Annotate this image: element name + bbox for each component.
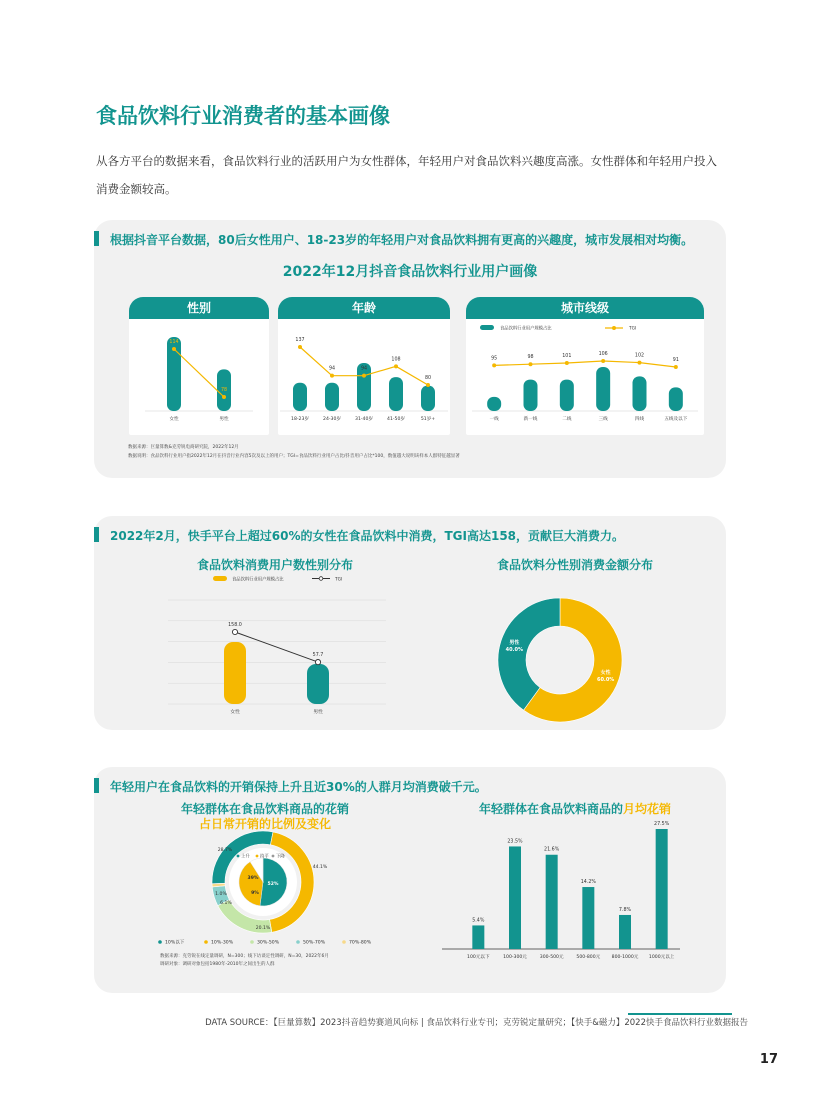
data-label: 23.5% xyxy=(507,839,523,845)
bar xyxy=(619,915,631,949)
tick-label: 24-30岁 xyxy=(323,417,341,422)
section-kuaishou-heading: 2022年2月，快手平台上超过60%的女性在食品饮料中消费，TGI高达158，贡献巨大消费力。 xyxy=(110,529,625,543)
section-douyin-heading: 根据抖音平台数据，80后女性用户、18-23岁的年轻用户对食品饮料拥有更高的兴趣度，城市发展相对均衡。 xyxy=(110,233,694,247)
outer-label: 28.7% xyxy=(217,848,233,853)
outer-label: 44.1% xyxy=(312,865,328,870)
footer-rule xyxy=(628,1013,732,1015)
tick-label: 1000元以上 xyxy=(648,955,675,960)
tick-label: 女性 xyxy=(230,710,240,715)
section-marker xyxy=(94,527,99,542)
city-chart xyxy=(466,319,704,435)
slice-label: 女性 xyxy=(600,669,611,676)
tgi-point xyxy=(315,659,320,664)
legend-label: 30%-50% xyxy=(257,940,280,946)
data-label: 21.6% xyxy=(544,847,560,853)
bar xyxy=(596,367,610,411)
legend-bar-swatch xyxy=(480,325,494,330)
legend-dot xyxy=(158,940,162,944)
young-share-legend xyxy=(150,935,390,949)
section-marker xyxy=(94,778,99,793)
tgi-label: 101 xyxy=(562,354,572,359)
tick-label: 51岁+ xyxy=(420,417,436,422)
inner-legend-label: 上升 xyxy=(241,854,250,860)
bar xyxy=(524,380,538,411)
ks-amount-chart-title: 食品饮料分性别消费金额分布 xyxy=(496,558,653,572)
tgi-point xyxy=(565,361,569,365)
slice-label: 男性 xyxy=(509,640,520,647)
bar xyxy=(224,642,246,704)
page-number: 17 xyxy=(759,1052,778,1067)
outer-label: 6.1% xyxy=(220,901,232,906)
tgi-label: 94 xyxy=(360,366,368,372)
inner-legend-dot xyxy=(272,855,275,858)
tgi-line xyxy=(174,349,224,397)
ks-gender-chart-title: 食品饮料消费用户数性别分布 xyxy=(196,558,353,572)
footer-source: DATA SOURCE：【巨量算数】2023抖音趋势赛道风向标 | 食品饮料行业专刊；克劳锐定量研究；【快手&磁力】2022快手食品饮料行业数据报告 xyxy=(205,1018,748,1028)
tgi-label: 108 xyxy=(391,357,401,363)
bar xyxy=(656,829,668,949)
data-label: 7.8% xyxy=(618,907,632,913)
tgi-point xyxy=(601,359,605,363)
inner-label: 9% xyxy=(251,891,259,896)
page-title: 食品饮料行业消费者的基本画像 xyxy=(96,104,390,128)
gender-panel-title: 性别 xyxy=(129,297,269,319)
city-panel xyxy=(466,297,704,435)
young-source-note: 数据来源：克劳锐在线定量调研，N=300；线下访谈定性调研，N=30，2022年6月 xyxy=(160,954,329,959)
tick-label: 四线 xyxy=(634,417,645,422)
bar xyxy=(487,397,501,411)
legend-label: 食品饮料行业用户规模占比 xyxy=(232,577,284,583)
tick-label: 男性 xyxy=(219,417,229,422)
tgi-point xyxy=(222,395,226,399)
bar xyxy=(293,383,307,411)
legend-line-dot xyxy=(612,326,616,330)
legend-dot xyxy=(342,940,346,944)
tgi-point xyxy=(330,374,334,378)
young-monthly-title-part2: 月均花销 xyxy=(623,802,672,816)
tick-label: 五线及以下 xyxy=(664,417,688,422)
tgi-label: 98 xyxy=(527,355,534,361)
tgi-label: 158.0 xyxy=(228,623,242,628)
tick-label: 300-500元 xyxy=(539,955,564,960)
bar xyxy=(307,664,329,704)
douyin-chart-title: 2022年12月抖音食品饮料行业用户画像 xyxy=(282,264,538,280)
douyin-source-note: 数据来源：巨量算数&克劳锐电商研究院，2022年12月 xyxy=(128,445,239,450)
legend-dot xyxy=(204,940,208,944)
ks-gender-chart xyxy=(140,570,400,720)
outer-label: 1.0% xyxy=(215,892,227,897)
young-subject-note: 调研对象：调研对象包括1980年-2010年之间出生的人群 xyxy=(160,962,275,967)
tgi-label: 102 xyxy=(634,353,645,359)
tgi-label: 137 xyxy=(295,338,305,343)
tgi-point xyxy=(529,362,533,366)
bar xyxy=(389,377,403,411)
tick-label: 800-1000元 xyxy=(611,955,639,960)
gender-panel xyxy=(129,297,269,435)
age-chart xyxy=(278,319,450,435)
bar xyxy=(669,387,683,411)
tgi-label: 91 xyxy=(672,358,679,363)
tgi-point xyxy=(674,365,678,369)
bar xyxy=(421,386,435,411)
tick-label: 18-23岁 xyxy=(291,417,309,422)
tgi-line xyxy=(494,361,676,367)
section-young-heading: 年轻用户在食品饮料的开销保持上升且近30%的人群月均消费破千元。 xyxy=(110,780,487,794)
legend-dot xyxy=(296,940,300,944)
slice-value: 60.0% xyxy=(596,676,615,683)
tgi-label: 78 xyxy=(220,388,228,393)
bar xyxy=(560,380,574,411)
tgi-label: 94 xyxy=(328,366,336,372)
outer-label: 20.1% xyxy=(255,926,271,931)
legend-bar-swatch xyxy=(213,576,227,581)
bar xyxy=(582,887,594,949)
legend-label: 10%以下 xyxy=(165,940,185,946)
tgi-label: 95 xyxy=(491,356,498,362)
tick-label: 三线 xyxy=(598,417,608,422)
inner-label: 39% xyxy=(247,876,259,881)
young-share-donut xyxy=(150,830,380,950)
bar xyxy=(472,925,484,949)
inner-legend-dot xyxy=(237,855,240,858)
tgi-point xyxy=(638,361,642,365)
bar xyxy=(546,855,558,949)
intro-line-2: 消费金额较高。 xyxy=(96,182,177,196)
tick-label: 31-40岁 xyxy=(355,417,373,422)
young-monthly-chart xyxy=(440,815,690,965)
legend-label: 50%-70% xyxy=(303,940,326,946)
age-panel xyxy=(278,297,450,435)
tgi-point xyxy=(172,347,176,351)
bar xyxy=(633,376,647,411)
legend-dot xyxy=(250,940,254,944)
inner-label: 52% xyxy=(267,882,279,887)
inner-legend-label: 下降 xyxy=(276,854,285,860)
bar xyxy=(325,383,339,411)
tgi-label: 80 xyxy=(424,376,432,381)
city-panel-title: 城市线级 xyxy=(466,297,704,319)
douyin-data-note: 数据说明：食品饮料行业用户指2022年12月在抖音行业内容5次及以上的用户；TGI=食品饮料行业用户占比/抖音用户占比*100，数值越大说明该样本人群特征越显著 xyxy=(128,454,460,459)
tgi-point xyxy=(492,363,496,367)
tgi-label: 114 xyxy=(169,340,179,345)
tgi-line xyxy=(235,632,318,662)
intro-line-1: 从各方平台的数据来看，食品饮料行业的活跃用户为女性群体，年轻用户对食品饮料兴趣度高涨。女性群体和年轻用户投入 xyxy=(96,154,717,168)
tgi-point xyxy=(362,374,366,378)
bar xyxy=(509,846,521,949)
legend-label: 70%-80% xyxy=(349,940,372,946)
data-label: 14.2% xyxy=(580,880,596,886)
inner-legend-dot xyxy=(256,855,259,858)
data-label: 5.4% xyxy=(472,918,485,924)
tgi-label: 57.7 xyxy=(312,653,324,659)
slice-value: 40.0% xyxy=(505,647,524,654)
legend-label: 食品饮料行业用户规模占比 xyxy=(500,326,552,332)
tick-label: 男性 xyxy=(313,710,323,715)
tick-label: 100元以下 xyxy=(467,955,490,960)
tick-label: 41-50岁 xyxy=(387,417,405,422)
gender-chart xyxy=(129,319,269,435)
data-label: 27.5% xyxy=(654,822,670,827)
tgi-point xyxy=(394,364,398,368)
legend-label: TGI xyxy=(629,326,637,332)
legend-line-dot xyxy=(319,577,323,581)
tick-label: 二线 xyxy=(562,417,572,422)
tick-label: 一线 xyxy=(489,417,499,422)
tgi-point xyxy=(298,345,302,349)
tgi-point xyxy=(426,383,430,387)
ks-amount-donut xyxy=(490,590,630,730)
young-monthly-title-part1: 年轻群体在食品饮料商品的 xyxy=(478,802,623,816)
tick-label: 500-800元 xyxy=(576,955,601,960)
young-share-title-line1: 年轻群体在食品饮料商品的花销 xyxy=(180,802,349,816)
tick-label: 新一线 xyxy=(523,417,538,422)
age-panel-title: 年龄 xyxy=(278,297,450,319)
tick-label: 100-300元 xyxy=(503,955,527,960)
legend-label: 10%-30% xyxy=(211,940,234,946)
tgi-label: 106 xyxy=(598,352,608,357)
legend-label: TGI xyxy=(335,577,343,583)
tgi-point xyxy=(232,629,237,634)
young-share-title-line2: 占日常开销的比例及变化 xyxy=(198,817,331,831)
inner-legend-label: 持平 xyxy=(260,854,269,860)
section-marker xyxy=(94,231,99,246)
tick-label: 女性 xyxy=(169,417,179,422)
